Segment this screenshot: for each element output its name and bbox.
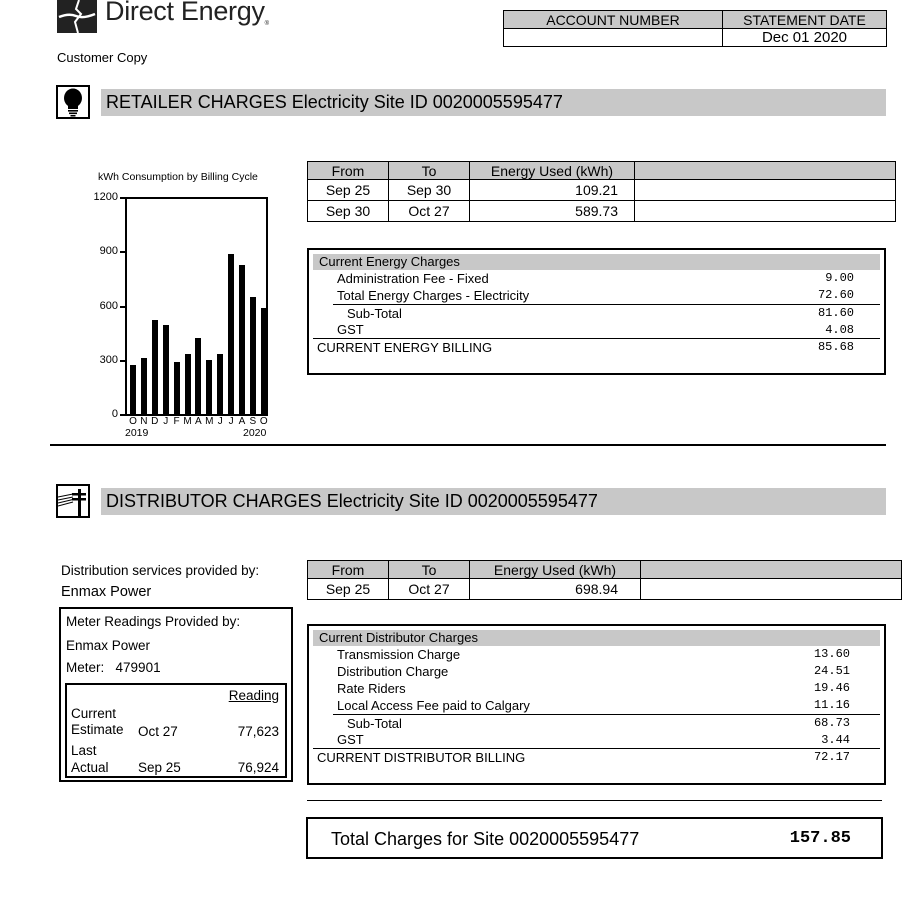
account-info-table	[503, 10, 887, 47]
table-row	[308, 579, 902, 600]
charge-label: Rate Riders	[337, 681, 406, 696]
billing-row	[313, 338, 880, 356]
chart-bar	[261, 308, 267, 415]
x-tick-label: O	[129, 416, 137, 427]
year-start-label: 2019	[125, 427, 149, 439]
distribution-provider: Enmax Power	[61, 584, 152, 600]
from-cell: Sep 30	[308, 201, 389, 222]
charge-amount: 11.16	[813, 698, 850, 712]
x-tick-label: O	[259, 416, 268, 427]
last-date: Sep 25	[138, 760, 181, 775]
subtotal-amount: 81.60	[817, 306, 854, 320]
x-tick-label: M	[183, 416, 192, 427]
charge-row	[313, 287, 880, 304]
col-from: From	[308, 561, 389, 579]
y-tick	[120, 251, 126, 253]
account-number-value	[504, 29, 723, 47]
subtotal-amount: 68.73	[813, 716, 850, 730]
to-cell: Oct 27	[389, 579, 470, 600]
subtotal-row	[333, 714, 880, 732]
table-row	[308, 201, 896, 222]
blank-cell	[635, 201, 896, 222]
charge-row	[313, 680, 880, 697]
gst-row	[313, 732, 880, 748]
meter-number-row	[66, 660, 161, 675]
billing-amount: 85.68	[817, 340, 854, 354]
current-label-1: Current	[71, 706, 117, 721]
section-divider	[50, 444, 886, 446]
chart-bar	[206, 360, 212, 415]
statement-date-value: Dec 01 2020	[723, 29, 887, 47]
gst-amount: 4.08	[825, 323, 854, 337]
direct-energy-logo-icon	[57, 0, 97, 33]
readings-box	[65, 683, 287, 778]
lightbulb-icon	[56, 85, 90, 119]
charge-row	[313, 270, 880, 287]
meter-readings-box	[59, 607, 293, 782]
y-tick	[120, 414, 126, 416]
x-tick-label: F	[173, 416, 180, 427]
billing-row	[313, 748, 880, 766]
chart-bar	[228, 254, 234, 415]
year-end-label: 2020	[243, 427, 267, 439]
distribution-provider-label: Distribution services provided by:	[61, 563, 260, 578]
charge-label: Distribution Charge	[337, 664, 449, 679]
y-tick	[120, 360, 126, 362]
billing-label: CURRENT DISTRIBUTOR BILLING	[317, 750, 526, 765]
from-cell: Sep 25	[308, 180, 389, 201]
to-cell: Sep 30	[389, 180, 470, 201]
current-date: Oct 27	[138, 724, 178, 739]
last-label-2: Actual	[71, 760, 109, 775]
chart-bar	[195, 338, 201, 415]
charge-label: Total Energy Charges - Electricity	[337, 288, 530, 303]
blank-cell	[635, 180, 896, 201]
charge-amount: 9.00	[825, 271, 854, 285]
energy-cell: 589.73	[470, 201, 635, 222]
x-tick-label: M	[205, 416, 214, 427]
reading-header: Reading	[228, 688, 279, 703]
x-tick-label: J	[163, 416, 169, 427]
total-amount: 157.85	[789, 829, 851, 848]
total-divider	[307, 800, 882, 801]
chart-title: kWh Consumption by Billing Cycle	[98, 171, 258, 183]
subtotal-label: Sub-Total	[347, 306, 402, 321]
charge-amount: 72.60	[817, 288, 854, 302]
retailer-period-table	[307, 161, 896, 222]
chart-bar	[185, 354, 191, 415]
retailer-charges-box	[307, 248, 886, 375]
brand-name: Direct Energy®	[105, 0, 269, 27]
charge-amount: 19.46	[813, 681, 850, 695]
y-tick	[120, 306, 126, 308]
meter-readings-by-label: Meter Readings Provided by:	[66, 614, 241, 629]
energy-cell: 109.21	[470, 180, 635, 201]
billing-amount: 72.17	[813, 750, 850, 764]
charge-row	[313, 697, 880, 714]
account-number-header: ACCOUNT NUMBER	[504, 11, 723, 29]
col-to: To	[389, 561, 470, 579]
y-tick-label: 0	[111, 408, 118, 420]
col-blank	[641, 561, 902, 579]
x-tick-label: A	[238, 416, 246, 427]
retailer-section-title: RETAILER CHARGES Electricity Site ID 0020005595477	[101, 89, 886, 116]
chart-bar	[250, 297, 256, 415]
subtotal-label: Sub-Total	[347, 716, 402, 731]
from-cell: Sep 25	[308, 579, 389, 600]
chart-bar	[141, 358, 147, 415]
x-tick-label: D	[151, 416, 159, 427]
charge-amount: 13.60	[813, 647, 850, 661]
chart-bar	[217, 354, 223, 415]
blank-cell	[641, 579, 902, 600]
x-tick-label: J	[217, 416, 223, 427]
total-label: Total Charges for Site 0020005595477	[331, 829, 640, 849]
gst-row	[313, 322, 880, 338]
chart-bar	[174, 362, 180, 415]
table-row	[308, 180, 896, 201]
meter-number: 479901	[115, 660, 161, 675]
customer-copy-label: Customer Copy	[57, 50, 148, 65]
x-tick-label: A	[195, 416, 202, 427]
meter-readings-by: Enmax Power	[66, 638, 151, 653]
y-tick-label: 1200	[93, 191, 118, 203]
charges-title: Current Distributor Charges	[313, 630, 880, 646]
col-to: To	[389, 162, 470, 180]
distributor-period-table	[307, 560, 902, 600]
col-energy: Energy Used (kWh)	[470, 561, 641, 579]
current-label-2: Estimate	[71, 722, 124, 737]
charge-row	[313, 663, 880, 680]
y-tick-label: 300	[99, 353, 118, 366]
gst-amount: 3.44	[821, 733, 850, 747]
col-from: From	[308, 162, 389, 180]
last-label-1: Last	[71, 743, 97, 758]
col-blank	[635, 162, 896, 180]
gst-label: GST	[337, 322, 364, 337]
y-tick-label: 600	[99, 299, 118, 312]
col-energy: Energy Used (kWh)	[470, 162, 635, 180]
top-frame	[125, 197, 268, 199]
y-tick-label: 900	[99, 245, 118, 258]
statement-date-header: STATEMENT DATE	[723, 11, 887, 29]
subtotal-row	[333, 304, 880, 322]
power-pole-icon	[56, 484, 90, 518]
charge-row	[313, 646, 880, 663]
distributor-section-title: DISTRIBUTOR CHARGES Electricity Site ID 0020005595477	[101, 488, 886, 515]
charge-amount: 24.51	[813, 664, 850, 678]
energy-cell: 698.94	[470, 579, 641, 600]
total-charges-box	[306, 817, 883, 859]
y-tick	[120, 197, 126, 199]
x-tick-label: J	[228, 416, 234, 427]
chart-bar	[163, 325, 169, 415]
x-tick-label: N	[140, 416, 148, 427]
charge-label: Local Access Fee paid to Calgary	[337, 698, 530, 713]
chart-bar	[152, 320, 158, 415]
charges-title: Current Energy Charges	[313, 254, 880, 270]
gst-label: GST	[337, 732, 364, 747]
to-cell: Oct 27	[389, 201, 470, 222]
chart-bar	[130, 365, 136, 415]
x-tick-label: S	[249, 416, 257, 427]
billing-label: CURRENT ENERGY BILLING	[317, 340, 493, 355]
chart-bar	[239, 265, 245, 415]
meter-label: Meter:	[66, 660, 105, 675]
last-reading: 76,924	[237, 760, 279, 775]
charge-label: Transmission Charge	[337, 647, 461, 662]
distributor-charges-box	[307, 624, 886, 785]
charge-label: Administration Fee - Fixed	[337, 271, 489, 286]
current-reading: 77,623	[237, 724, 279, 739]
